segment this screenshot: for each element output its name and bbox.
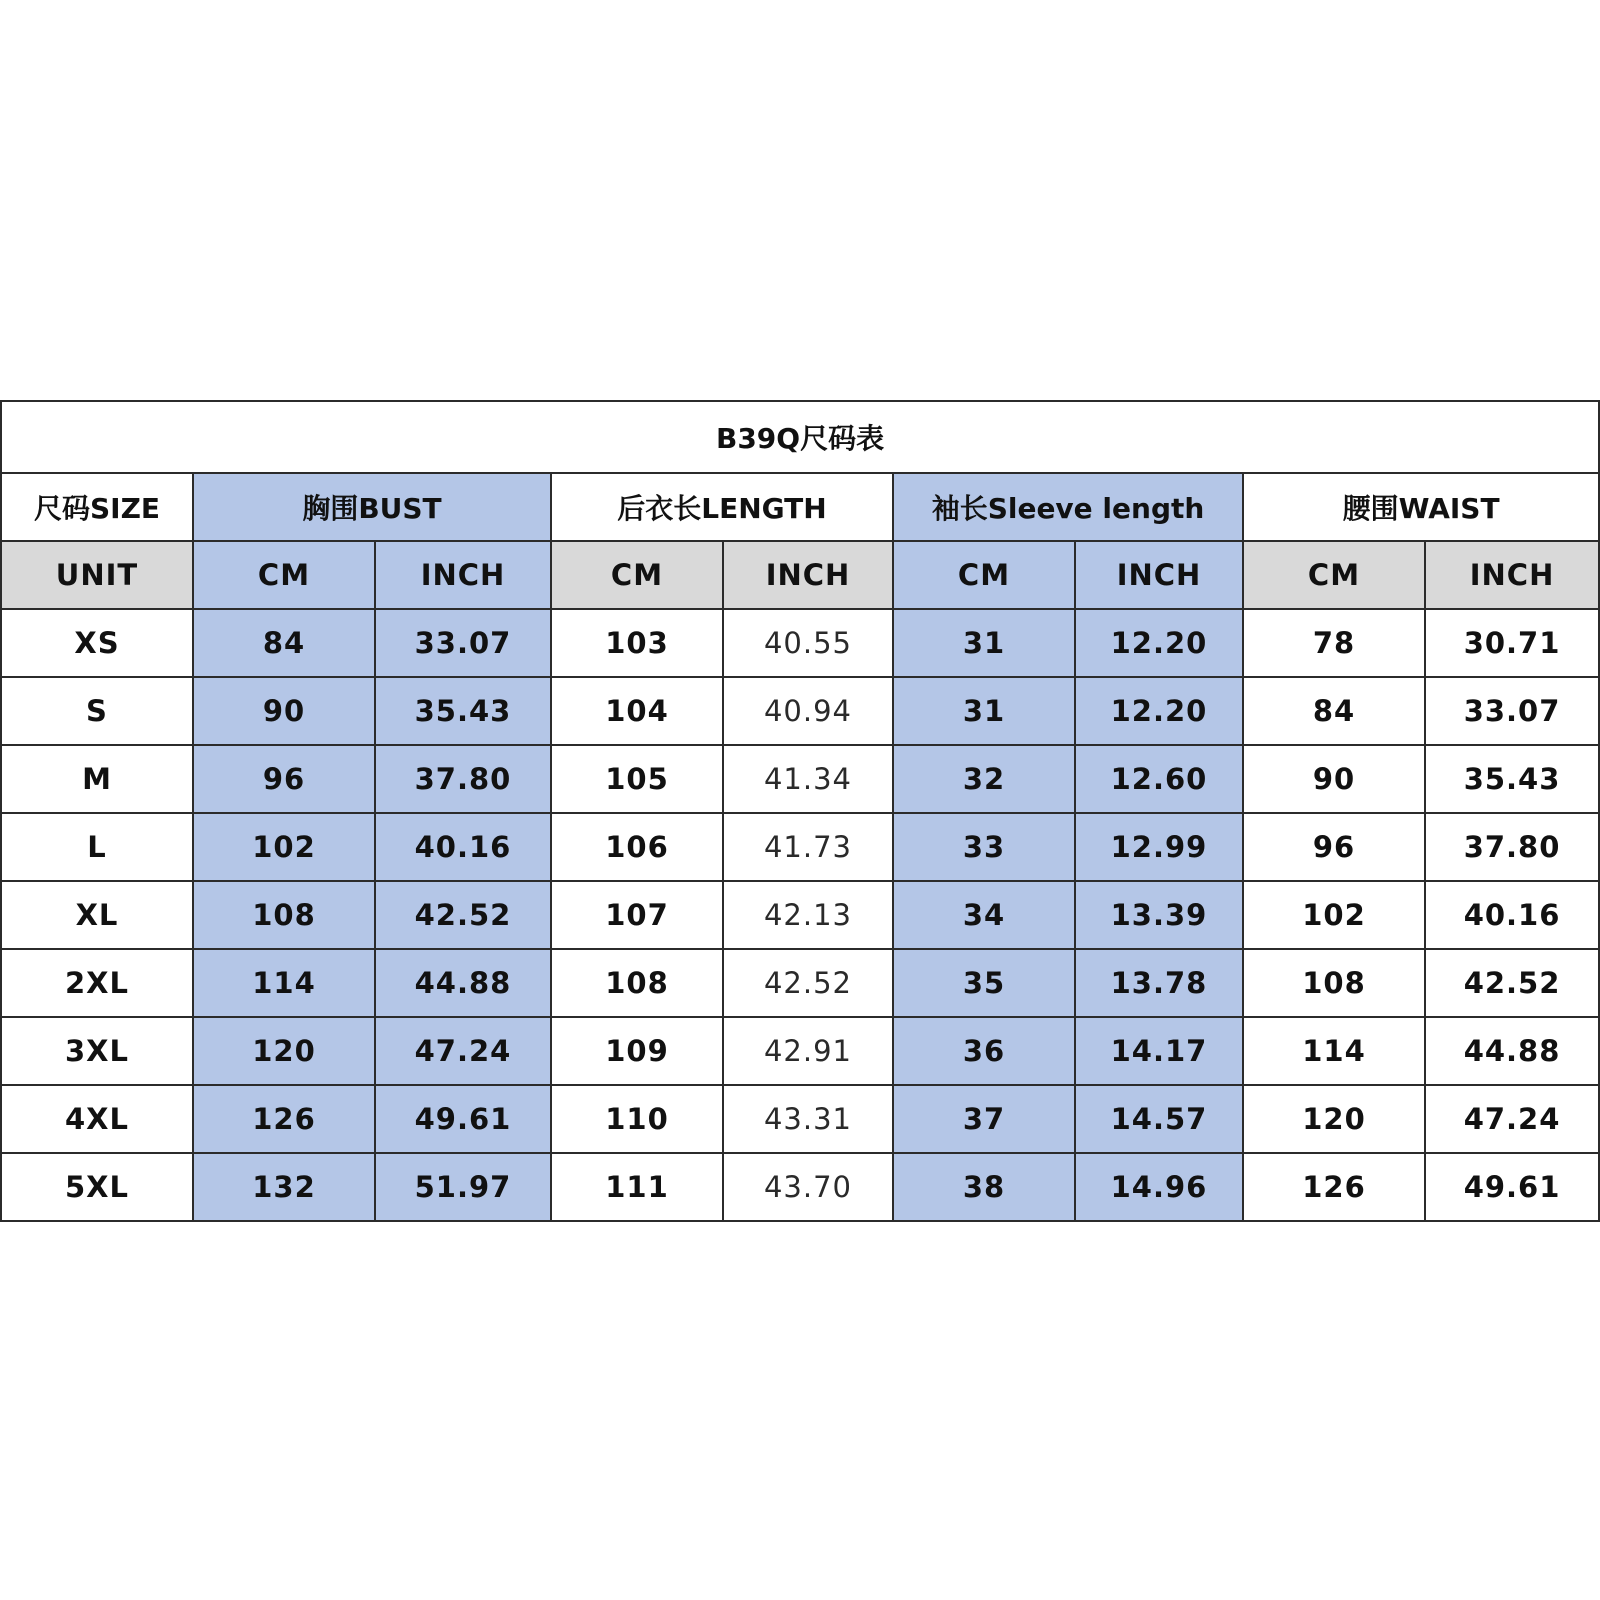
table-row xyxy=(1,1017,1599,1085)
length-cm-cell: 104 xyxy=(551,677,723,745)
length-cm-cell: 110 xyxy=(551,1085,723,1153)
size-cell: S xyxy=(1,677,193,745)
table-row xyxy=(1,1085,1599,1153)
size-header: 尺码SIZE xyxy=(1,473,193,541)
unit-row xyxy=(1,541,1599,609)
table-row xyxy=(1,813,1599,881)
size-rows xyxy=(1,609,1599,1221)
length-inch-header: INCH xyxy=(723,541,893,609)
waist-header: 腰围WAIST xyxy=(1243,473,1599,541)
length-cm-cell: 111 xyxy=(551,1153,723,1221)
table-row xyxy=(1,609,1599,677)
sleeve-cm-cell: 35 xyxy=(893,949,1075,1017)
sleeve-inch-cell: 14.57 xyxy=(1075,1085,1243,1153)
waist-inch-cell: 37.80 xyxy=(1425,813,1599,881)
length-cm-header: CM xyxy=(551,541,723,609)
length-cm-cell: 109 xyxy=(551,1017,723,1085)
bust-cm-cell: 114 xyxy=(193,949,375,1017)
sleeve-cm-cell: 34 xyxy=(893,881,1075,949)
bust-inch-cell: 42.52 xyxy=(375,881,551,949)
sleeve-inch-cell: 14.96 xyxy=(1075,1153,1243,1221)
length-inch-cell: 42.52 xyxy=(723,949,893,1017)
bust-inch-cell: 33.07 xyxy=(375,609,551,677)
waist-inch-cell: 30.71 xyxy=(1425,609,1599,677)
table-row xyxy=(1,1153,1599,1221)
sleeve-inch-cell: 13.39 xyxy=(1075,881,1243,949)
bust-cm-cell: 102 xyxy=(193,813,375,881)
waist-inch-cell: 35.43 xyxy=(1425,745,1599,813)
length-inch-cell: 43.31 xyxy=(723,1085,893,1153)
bust-header: 胸围BUST xyxy=(193,473,551,541)
size-cell: XS xyxy=(1,609,193,677)
length-cm-cell: 106 xyxy=(551,813,723,881)
waist-cm-header: CM xyxy=(1243,541,1425,609)
bust-inch-header: INCH xyxy=(375,541,551,609)
length-cm-cell: 108 xyxy=(551,949,723,1017)
size-cell: 3XL xyxy=(1,1017,193,1085)
sleeve-header: 袖长Sleeve length xyxy=(893,473,1243,541)
sleeve-cm-cell: 37 xyxy=(893,1085,1075,1153)
waist-inch-cell: 47.24 xyxy=(1425,1085,1599,1153)
length-inch-cell: 42.13 xyxy=(723,881,893,949)
length-inch-cell: 40.55 xyxy=(723,609,893,677)
sleeve-cm-cell: 31 xyxy=(893,677,1075,745)
bust-cm-cell: 90 xyxy=(193,677,375,745)
bust-cm-cell: 132 xyxy=(193,1153,375,1221)
bust-inch-cell: 40.16 xyxy=(375,813,551,881)
length-inch-cell: 41.73 xyxy=(723,813,893,881)
sleeve-inch-header: INCH xyxy=(1075,541,1243,609)
waist-inch-header: INCH xyxy=(1425,541,1599,609)
length-cm-cell: 103 xyxy=(551,609,723,677)
bust-cm-cell: 96 xyxy=(193,745,375,813)
table-row xyxy=(1,745,1599,813)
bust-inch-cell: 47.24 xyxy=(375,1017,551,1085)
size-cell: XL xyxy=(1,881,193,949)
size-cell: 5XL xyxy=(1,1153,193,1221)
table-row xyxy=(1,949,1599,1017)
size-chart-table xyxy=(0,400,1600,1222)
sleeve-inch-cell: 12.60 xyxy=(1075,745,1243,813)
bust-inch-cell: 44.88 xyxy=(375,949,551,1017)
length-inch-cell: 43.70 xyxy=(723,1153,893,1221)
size-cell: M xyxy=(1,745,193,813)
size-cell: L xyxy=(1,813,193,881)
length-inch-cell: 42.91 xyxy=(723,1017,893,1085)
waist-cm-cell: 114 xyxy=(1243,1017,1425,1085)
table-title: B39Q尺码表 xyxy=(1,401,1599,473)
size-cell: 4XL xyxy=(1,1085,193,1153)
table-row xyxy=(1,677,1599,745)
length-cm-cell: 107 xyxy=(551,881,723,949)
waist-cm-cell: 102 xyxy=(1243,881,1425,949)
waist-cm-cell: 78 xyxy=(1243,609,1425,677)
sleeve-cm-header: CM xyxy=(893,541,1075,609)
bust-cm-cell: 108 xyxy=(193,881,375,949)
sleeve-inch-cell: 14.17 xyxy=(1075,1017,1243,1085)
bust-cm-cell: 120 xyxy=(193,1017,375,1085)
sleeve-inch-cell: 12.99 xyxy=(1075,813,1243,881)
sleeve-cm-cell: 38 xyxy=(893,1153,1075,1221)
waist-cm-cell: 96 xyxy=(1243,813,1425,881)
sleeve-cm-cell: 32 xyxy=(893,745,1075,813)
waist-cm-cell: 90 xyxy=(1243,745,1425,813)
bust-cm-cell: 126 xyxy=(193,1085,375,1153)
bust-inch-cell: 37.80 xyxy=(375,745,551,813)
waist-inch-cell: 44.88 xyxy=(1425,1017,1599,1085)
waist-inch-cell: 42.52 xyxy=(1425,949,1599,1017)
sleeve-cm-cell: 31 xyxy=(893,609,1075,677)
sleeve-cm-cell: 33 xyxy=(893,813,1075,881)
bust-inch-cell: 49.61 xyxy=(375,1085,551,1153)
group-header-row xyxy=(1,473,1599,541)
sleeve-inch-cell: 12.20 xyxy=(1075,677,1243,745)
waist-inch-cell: 33.07 xyxy=(1425,677,1599,745)
waist-cm-cell: 126 xyxy=(1243,1153,1425,1221)
sleeve-inch-cell: 13.78 xyxy=(1075,949,1243,1017)
table-row xyxy=(1,881,1599,949)
waist-cm-cell: 108 xyxy=(1243,949,1425,1017)
waist-cm-cell: 120 xyxy=(1243,1085,1425,1153)
bust-inch-cell: 35.43 xyxy=(375,677,551,745)
sleeve-inch-cell: 12.20 xyxy=(1075,609,1243,677)
bust-cm-cell: 84 xyxy=(193,609,375,677)
length-inch-cell: 40.94 xyxy=(723,677,893,745)
length-cm-cell: 105 xyxy=(551,745,723,813)
title-row xyxy=(1,401,1599,473)
unit-label: UNIT xyxy=(1,541,193,609)
size-cell: 2XL xyxy=(1,949,193,1017)
length-header: 后衣长LENGTH xyxy=(551,473,893,541)
bust-cm-header: CM xyxy=(193,541,375,609)
sleeve-cm-cell: 36 xyxy=(893,1017,1075,1085)
waist-inch-cell: 40.16 xyxy=(1425,881,1599,949)
length-inch-cell: 41.34 xyxy=(723,745,893,813)
waist-cm-cell: 84 xyxy=(1243,677,1425,745)
waist-inch-cell: 49.61 xyxy=(1425,1153,1599,1221)
bust-inch-cell: 51.97 xyxy=(375,1153,551,1221)
